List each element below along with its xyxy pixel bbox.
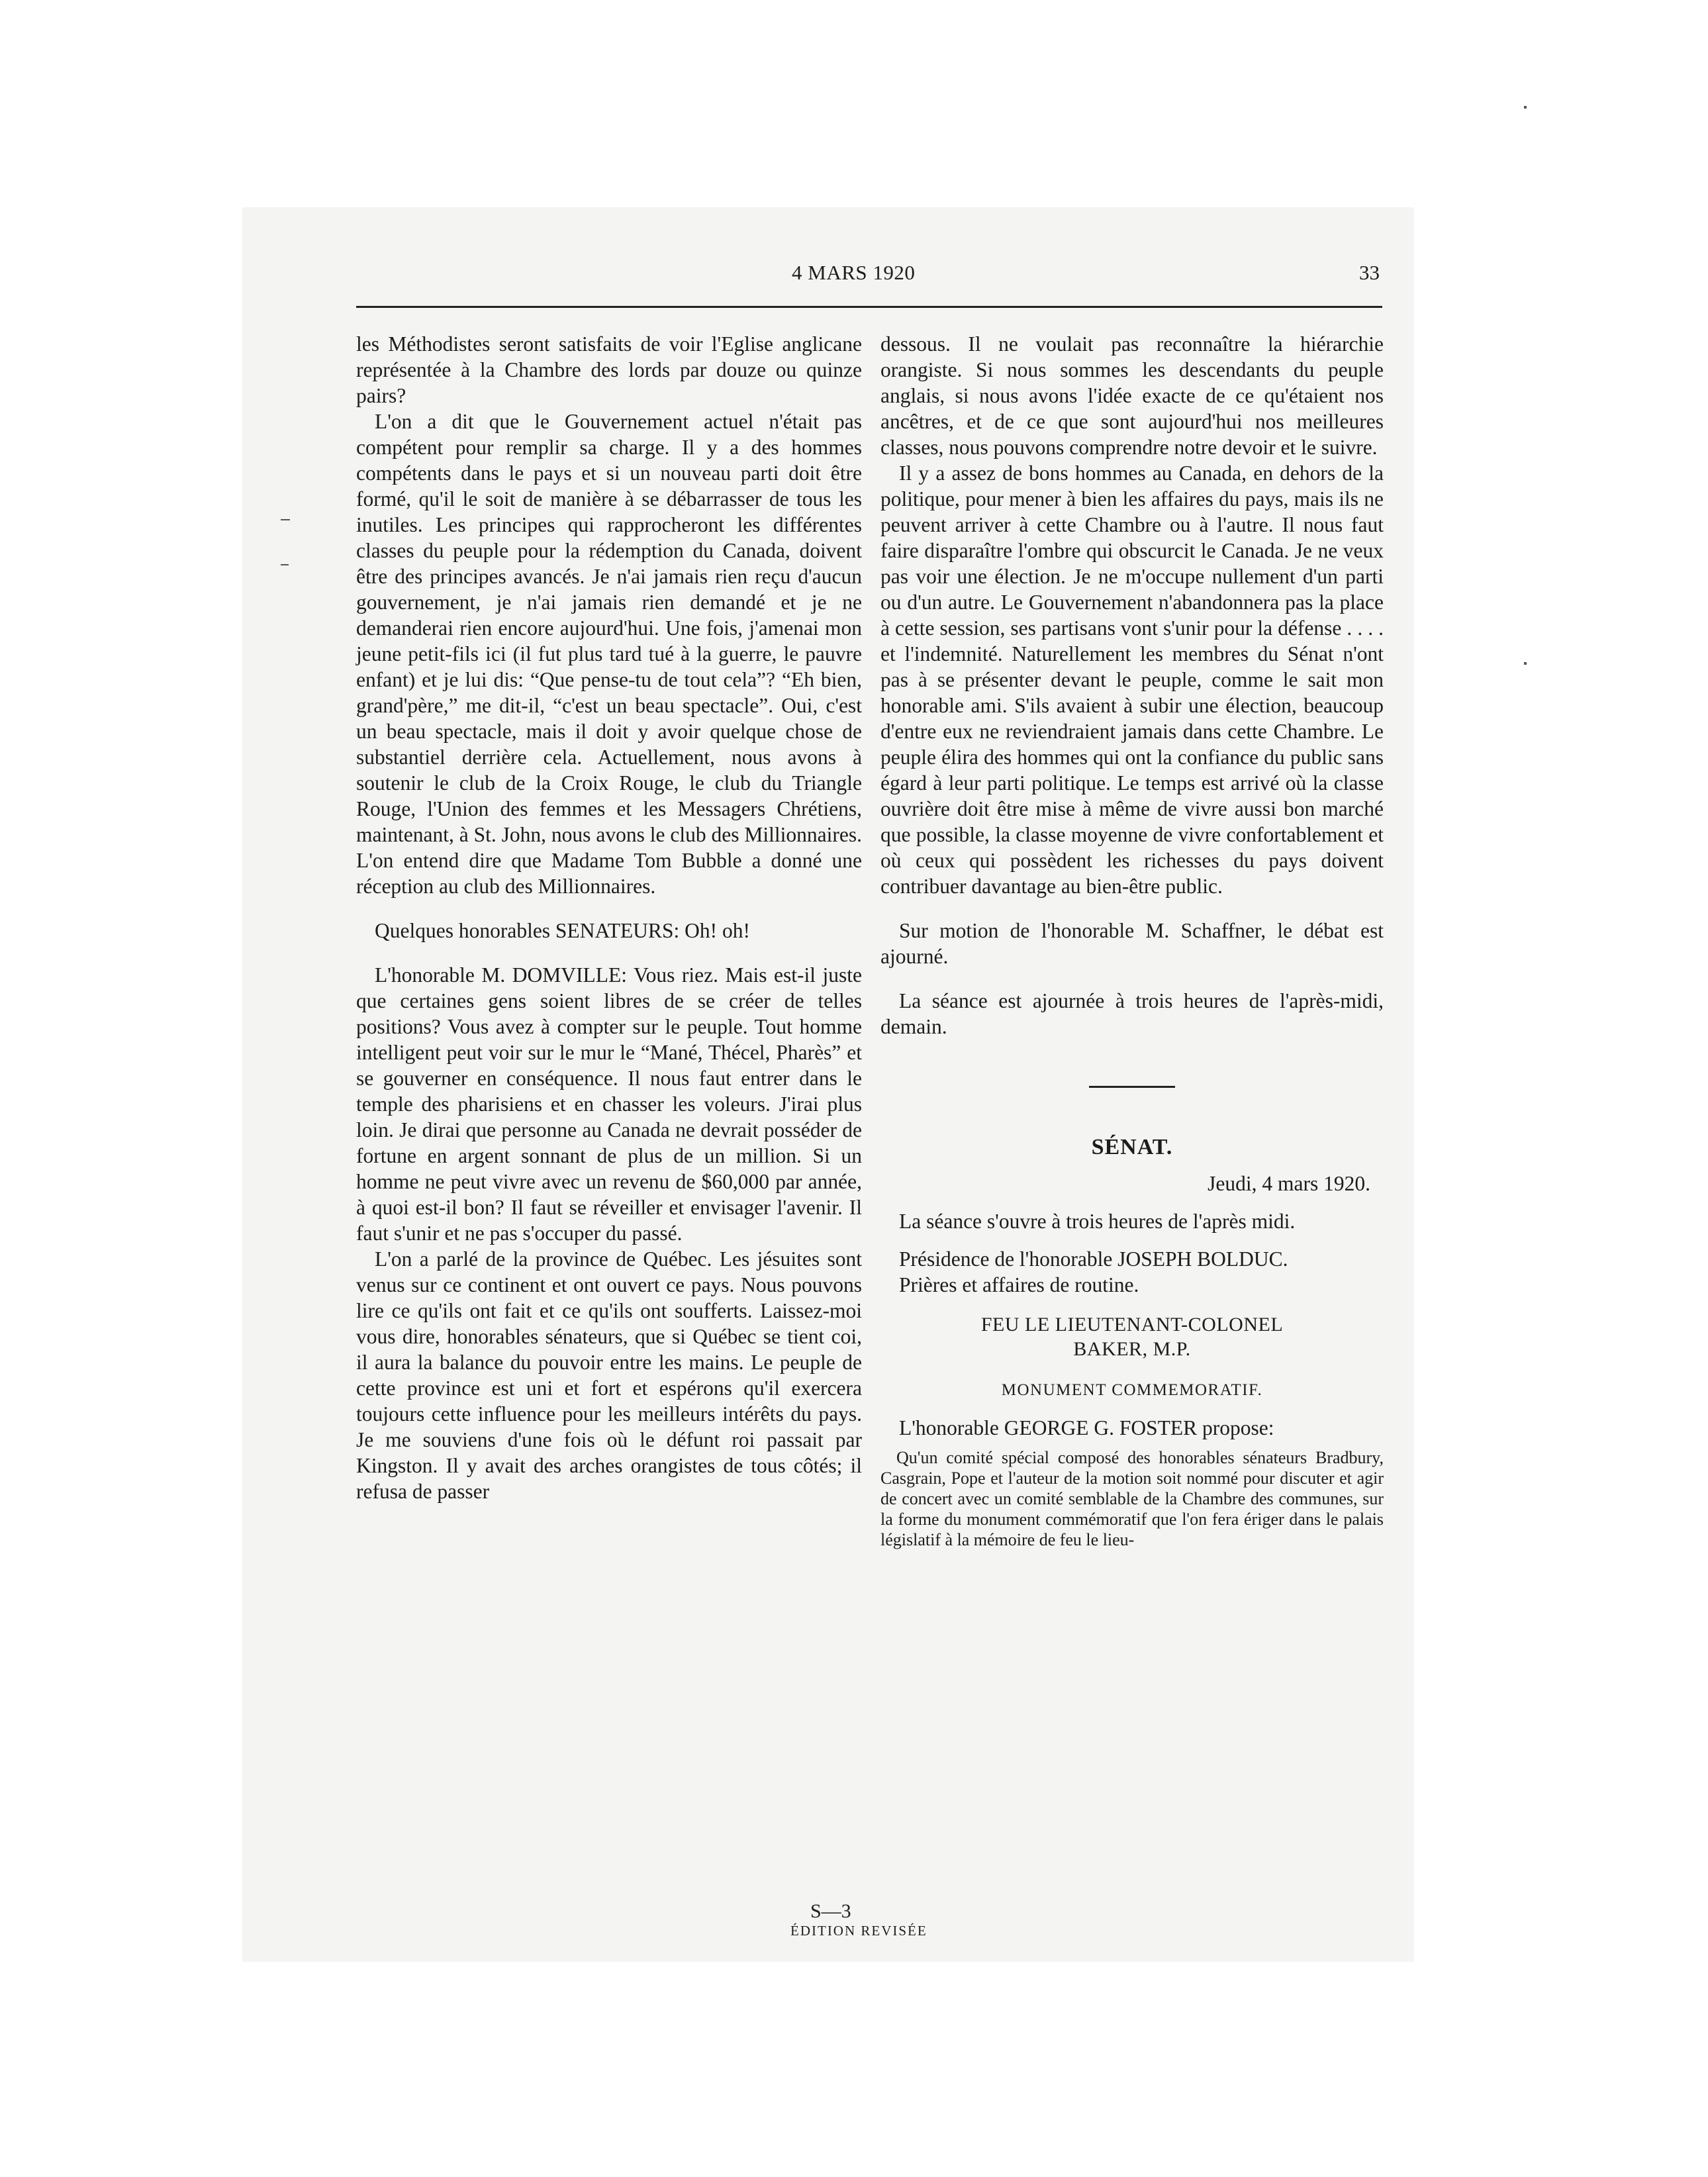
footer-edition: ÉDITION REVISÉE [790,1923,927,1939]
section-divider [1089,1086,1175,1088]
scan-speck [281,564,289,565]
motion-title-line-1: FEU LE LIEUTENANT-COLONEL [980,1314,1284,1335]
left-paragraph-3: Quelques honorables SENATEURS: Oh! oh! [375,919,750,942]
left-paragraph-5: L'on a parlé de la province de Québec. Les jésuites sont venus sur ce continent et ont ouvert ce pays. Nous pouvons lire ce qu'ils ont fait et ce qu'ils ont soufferts. Laissez-moi vous dire, honorables sénateurs, que si Québec se tient coi, il aura la balance du pouvoir entre les mains. Le peuple de cette province est uni et fort et espérons qu'il exercera toujours cette influence pour les meilleurs intérêts du pays. Je me souviens d'une fois où le défunt roi passait par Kingston. Il y avait des arches orangistes de tous côtés; il refusa de passer [356,1247,862,1503]
right-column [880,331,1384,1550]
motion-text: Qu'un comité spécial composé des honorables sénateurs Bradbury, Casgrain, Pope et l'auteur de la motion soit nommé pour discuter et agir de concert avec un comité semblable de la Chambre des communes, sur la forme du monument commémoratif que l'on fera ériger dans le palais législatif à la mémoire de feu le lieu- [880,1448,1384,1549]
scan-speck [1524,106,1527,109]
senate-paragraph-2: Présidence de l'honorable JOSEPH BOLDUC. [899,1247,1288,1271]
motion-subtitle: MONUMENT COMMEMORATIF. [1001,1381,1263,1399]
senate-paragraph-3: Prières et affaires de routine. [899,1273,1139,1296]
right-paragraph-4: La séance est ajournée à trois heures de l'après-midi, demain. [880,989,1384,1038]
header-rule [356,306,1382,308]
motion-text-block [880,1447,1384,1550]
right-paragraph-1: dessous. Il ne voulait pas reconnaître la hiérarchie orangiste. Si nous sommes les descendants du peuple anglais, si nous avons l'idée exacte de ce qu'étaient nos ancêtres, et de ce que sont aujourd'hui nos meilleures classes, nous pouvons comprendre notre devoir et le suivre. [880,332,1384,459]
senate-date: Jeudi, 4 mars 1920. [1208,1172,1370,1195]
left-paragraph-1: les Méthodistes seront satisfaits de voir l'Eglise anglicane représentée à la Chambre des lords par douze ou quinze pairs? [356,332,862,407]
footer-signature: S—3 [810,1900,851,1922]
senate-title: SÉNAT. [1091,1135,1173,1159]
left-paragraph-2: L'on a dit que le Gouvernement actuel n'était pas compétent pour remplir sa charge. Il y a des hommes compétents dans le pays et si un nouveau parti doit être formé, qu'il le soit de manière à se débarrasser de tous les inutiles. Les principes qui rapprocheront les différentes classes du peuple pour la rédemption du Canada, doivent être des principes avancés. Je n'ai jamais rien reçu d'aucun gouvernement, je n'ai jamais rien demandé et je ne demanderai rien encore aujourd'hui. Une fois, j'amenai mon jeune petit-fils ici (il fut plus tard tué à la guerre, le pauvre enfant) et je lui dis: “Que pense-tu de tout cela”? “Eh bien, grand'père,” me dit-il, “c'est un beau spectacle”. Oui, c'est un beau spectacle, mais il doit y avoir quelque chose de substantiel derrière cela. Actuellement, nous avons à soutenir le club de la Croix Rouge, le club du Triangle Rouge, l'Union des femmes et les Messagers Chrétiens, maintenant, à St. John, nous avons le club des Millionnaires. L'on entend dire que Madame Tom Bubble a donné une réception au club des Millionnaires. [356,410,862,898]
motion-title-line-2: BAKER, M.P. [1073,1338,1191,1360]
header-date: 4 MARS 1920 [792,261,916,284]
senate-paragraph-1: La séance s'ouvre à trois heures de l'après midi. [899,1210,1296,1233]
scan-speck [281,519,290,520]
right-paragraph-2: Il y a assez de bons hommes au Canada, en dehors de la politique, pour mener à bien les affaires du pays, mais ils ne peuvent arriver à cette Chambre ou à l'autre. Il nous faut faire disparaître l'ombre qui obscurcit le Canada. Je ne veux pas voir une élection. Je ne m'occupe nullement d'un parti ou d'un autre. Le Gouvernement n'abandonnera pas la place à cette session, ses partisans vont s'unir pour la défense . . . . et l'indemnité. Naturellement les membres du Sénat n'ont pas à se présenter devant le peuple, comme le sait mon honorable ami. S'ils avaient à subir une élection, beaucoup d'entre eux ne reviendraient jamais dans cette Chambre. Le peuple élira des hommes qui ont la confiance du public sans égard à leur parti politique. Le temps est arrivé où la classe ouvrière doit être mise à même de vivre aussi bon marché que possible, la classe moyenne de vivre confortablement et où ceux qui possèdent les richesses du pays doivent contribuer davantage au bien-être public. [880,461,1384,898]
left-paragraph-4: L'honorable M. DOMVILLE: Vous riez. Mais est-il juste que certaines gens soient libres de se créer de telles positions? Vous avez à compter sur le peuple. Tout homme intelligent peut voir sur le mur le “Mané, Thécel, Pharès” et se gouverner en conséquence. Il nous faut entrer dans le temple des pharisiens et en chasser les voleurs. J'irai plus loin. Je dirai que personne au Canada ne devrait posséder de fortune en argent sonnant de plus de un million. Si un homme ne peut vivre avec un revenu de $60,000 par année, à quoi est-il bon? Il faut se réveiller et envisager l'avenir. Il faut s'unir et ne pas s'occuper du passé. [356,963,862,1245]
left-column [356,331,862,1504]
right-paragraph-3: Sur motion de l'honorable M. Schaffner, le débat est ajourné. [880,919,1384,968]
page-number: 33 [1359,261,1380,284]
motion-proposer: L'honorable GEORGE G. FOSTER propose: [899,1416,1274,1439]
scan-speck [1524,662,1527,665]
